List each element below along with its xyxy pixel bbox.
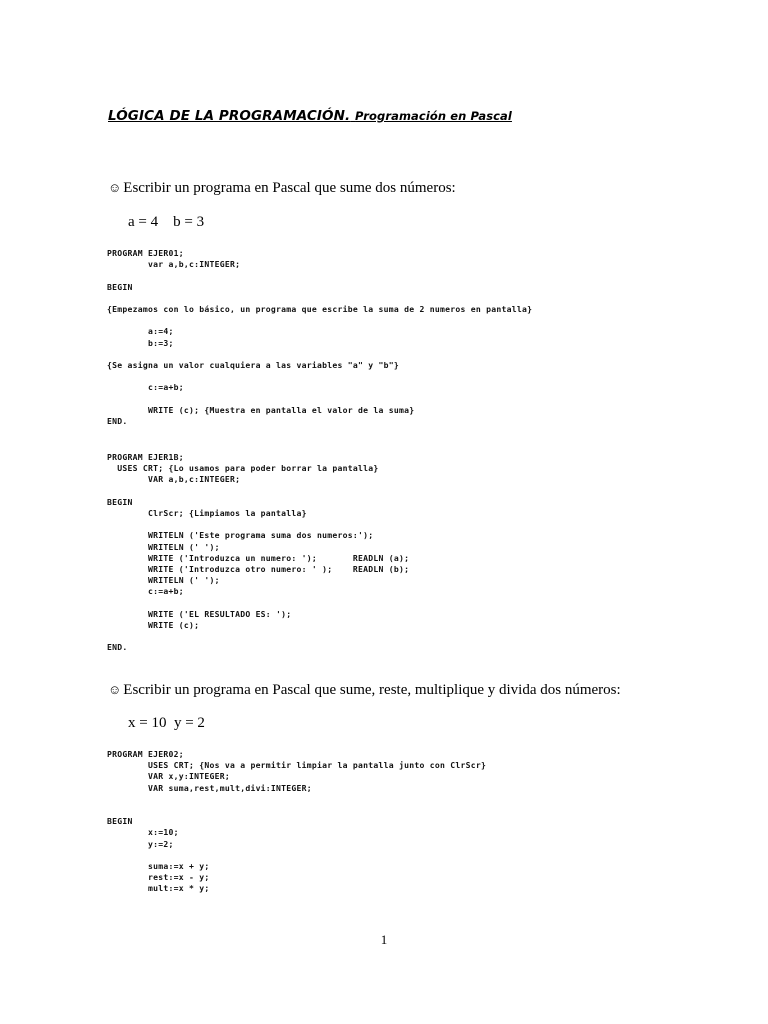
code-block-ejer01: PROGRAM EJER01; var a,b,c:INTEGER; BEGIN {Empezamos con lo básico, un programa que escribe la suma de 2 numeros en pantalla} a:=4; b:=3; {Se asigna un valor cualquiera a las variables "a" y "b"} c:=a+b; WRITE (c); {Muestra en pantalla el valor de la suma} END. [107, 248, 533, 427]
exercise-2-text: Escribir un programa en Pascal que sume, reste, multiplique y divida dos números: [123, 682, 621, 698]
exercise-1-values: a = 4 b = 3 [128, 214, 205, 230]
title-main: LÓGICA DE LA PROGRAMACIÓN. [108, 108, 351, 124]
code-block-ejer1b: PROGRAM EJER1B; USES CRT; {Lo usamos para poder borrar la pantalla} VAR a,b,c:INTEGER; BEGIN ClrScr; {Limpiamos la pantalla} WRITELN ('Este programa suma dos numeros:'); WRITELN (' '); WRITE ('Introduzca un numero: '); READLN (a); WRITE ('Introduzca otro numero: ' ); READLN (b); WRITELN (' '); c:=a+b; WRITE ('EL RESULTADO ES: '); WRITE (c); END. [107, 452, 410, 653]
smiley-icon: ☺ [108, 180, 122, 195]
document-title [108, 108, 512, 124]
exercise-2-values: x = 10 y = 2 [128, 715, 205, 731]
smiley-icon: ☺ [108, 682, 122, 697]
code-block-ejer02: PROGRAM EJER02; USES CRT; {Nos va a permitir limpiar la pantalla junto con ClrScr} VAR x,y:INTEGER; VAR suma,rest,mult,divi:INTEGER; BEGIN x:=10; y:=2; suma:=x + y; rest:=x - y; mult:=x * y; [107, 749, 487, 894]
page-number: 1 [380, 932, 388, 947]
exercise-2-statement [108, 682, 621, 699]
exercise-1-statement [108, 180, 456, 197]
title-sub: Programación en Pascal [355, 109, 512, 123]
exercise-1-text: Escribir un programa en Pascal que sume dos números: [123, 180, 456, 196]
